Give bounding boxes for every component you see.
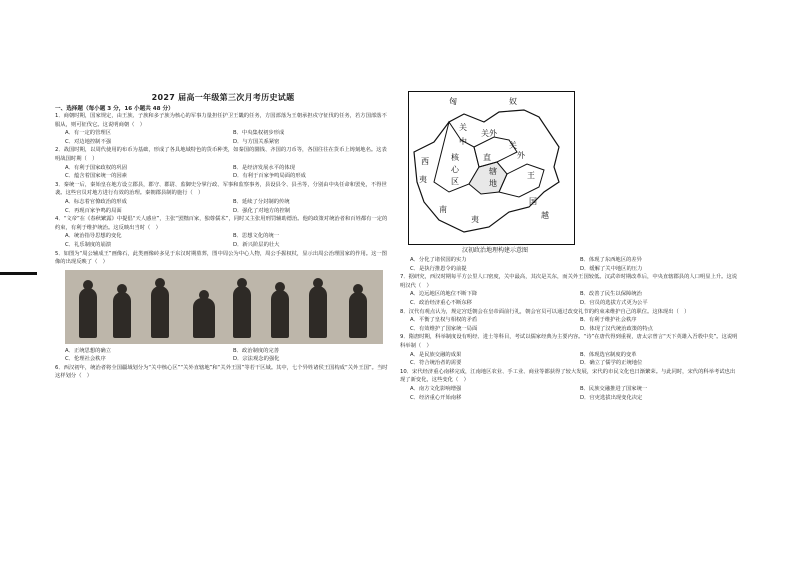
option-c[interactable]: C．经济重心开始南移 [410, 394, 462, 401]
map-label: 王 [527, 171, 535, 180]
map-label: 区 [451, 177, 459, 186]
option-d[interactable]: D．宗法观念的强化 [233, 356, 280, 363]
question-options [55, 164, 391, 181]
question-text: 4．“文帝”在《春秋繁露》中提倡“天人感应”，主张“罢黜百家，独尊儒术”，同时又主张用刑罚辅助德治。他的政策对统治者和百姓都有一定的约束，有利于维护统治。这反映出当时（ ） [55, 216, 388, 231]
map-caption: 汉初政治地理构建示意图 [461, 247, 528, 254]
option-b[interactable]: B．体现选官制度的变革 [580, 351, 637, 358]
question-text: 8．汉代有观点认为，规定宫廷朝会在皇帝面前行礼，朝会官员可以通过改变礼节的约束来维护自己的职位。这体现出（ ） [400, 308, 690, 315]
question-text: 2．战国时期，以周代使用的布币为基础，形成了各具地域特色的货币种类，如秦国的圜钱、齐国的刀币等，各国往往在货币上铸刻地名。这表明战国时期（ ） [55, 147, 387, 162]
map-label: 国 [529, 197, 537, 206]
question-text: 3．秦统一后，秦始皇在地方设立郡县，郡守、郡尉、监御史分掌行政、军事和监察事务，县设县令、县丞等，分别由中央任命和罢免，不得世袭。这些官员对地方进行有效的治理。秦朝郡县制的施行（ ） [55, 181, 387, 197]
question-7 [400, 273, 740, 307]
question-options [400, 351, 740, 368]
option-d[interactable]: D．体现了汉代统治政策的特点 [580, 325, 653, 332]
question-10 [400, 368, 740, 402]
map-label: 外 [517, 151, 525, 160]
option-d[interactable]: D．有利于百家争鸣局面的形成 [233, 173, 306, 180]
map-label: 心 [451, 165, 459, 174]
question-text: 7．据研究，西汉时期每平方公里人口密度，关中最高，其次是关东，而关外王国较低。汉武帝时期改革后，中央直辖郡县的人口明显上升。这说明汉代（ ） [400, 274, 738, 289]
section-heading: 一、选择题（每小题 3 分，16 小题共 48 分） [55, 106, 174, 112]
question-text: 5．如图为“周公辅成王”画像石，此类画像砖多见于东汉时期墓葬，图中周公为中心人物，周公手握权杖，显示出周公治理国家的作用。这一图像的出现反映了（ ） [55, 250, 387, 266]
question-text: 9．隋唐时期，科举制度设有明经、进士等科目，考试以儒家经典为主要内容。“诗”在唐代得到重视，唐太宗曾言“天下英雄入吾彀中矣”。这说明科举制（ ） [400, 334, 738, 349]
question-options [55, 232, 391, 249]
option-b[interactable]: B．中央集权初步形成 [233, 130, 285, 137]
option-a[interactable]: A．南方文化影响增强 [410, 385, 462, 392]
question-options [400, 256, 740, 273]
option-c[interactable]: C．蕴含着国家统一的因素 [65, 173, 127, 180]
option-d[interactable]: D．新兴阶层的壮大 [233, 241, 280, 248]
option-c[interactable]: C．礼乐制度的崩溃 [65, 241, 112, 248]
option-a[interactable]: A．标志着官僚政治的形成 [65, 198, 127, 205]
question-6 [55, 364, 391, 381]
map-label: 中 [459, 137, 467, 146]
option-c[interactable]: C．有效维护了国家统一局面 [410, 325, 478, 332]
question-9 [400, 333, 740, 367]
option-d[interactable]: D．缓解了关中地区的压力 [580, 265, 643, 272]
question-4 [55, 215, 391, 249]
question-options [400, 385, 740, 402]
question-8 [400, 308, 740, 334]
exam-title: 2027 届高一年级第三次月考历史试题 [151, 93, 295, 102]
question-6-options [400, 256, 740, 273]
map-label: 夷 [419, 175, 427, 184]
option-c[interactable]: C．伦理社会秩序 [65, 356, 106, 363]
map-label: 辖 [489, 167, 497, 176]
option-b[interactable]: B．体现了东西地区的差异 [580, 257, 642, 263]
map-label: 匈 [449, 97, 457, 106]
map-label: 直 [483, 153, 491, 162]
question-options [55, 129, 391, 146]
map-label: 关 [459, 123, 467, 132]
option-d[interactable]: D．强化了对地方的控制 [233, 207, 291, 214]
question-3 [55, 181, 391, 215]
map-label: 地 [489, 179, 497, 188]
right-column [400, 256, 740, 402]
option-a[interactable]: A．边远地区的地位不断下降 [410, 291, 478, 298]
option-d[interactable]: D．确立了儒学的正统地位 [580, 360, 643, 367]
option-d[interactable]: D．与方国关系紧密 [233, 138, 280, 145]
question-options [55, 347, 391, 364]
left-column [55, 104, 391, 381]
question-1 [55, 112, 391, 146]
question-2 [55, 146, 391, 180]
map-label: 奴 [509, 97, 517, 106]
option-b[interactable]: B．民族交融推进了国家统一 [580, 385, 648, 392]
option-b[interactable]: B．政治制度的完善 [233, 347, 280, 354]
question-5 [55, 250, 391, 364]
map-label: 越 [541, 211, 549, 220]
option-c[interactable]: C．再现百家争鸣的局面 [65, 207, 122, 214]
question-options [55, 198, 391, 215]
option-b[interactable]: B．改善了民生以保障统治 [580, 291, 642, 298]
option-d[interactable]: D．官吏选拔出现变化决定 [580, 394, 643, 401]
binding-margin-bar [0, 272, 37, 275]
han-political-map [408, 91, 575, 245]
option-a[interactable]: A．有利于国家政权的巩固 [65, 164, 127, 171]
option-c[interactable]: C．政治经济重心不断东移 [410, 299, 472, 306]
option-b[interactable]: B．延续了分封制的传统 [233, 198, 290, 205]
map-label: 核 [451, 153, 459, 162]
map-label: 关外 [481, 129, 497, 138]
option-a[interactable]: A．正统思想的确立 [65, 347, 111, 354]
option-a[interactable]: A．分化了诸侯国的实力 [410, 257, 467, 263]
option-b[interactable]: B．思想文化的统一 [233, 233, 280, 240]
option-a[interactable]: A．统治指导思想的变化 [65, 233, 122, 240]
option-c[interactable]: C．是执行推恩令的前提 [410, 265, 467, 272]
map-label: 夷 [471, 215, 479, 224]
option-c[interactable]: C．对边地控制不强 [65, 138, 112, 145]
question-text: 6．西汉初年，统治者将全国疆域划分为“关中核心区”“关外直辖地”和“关外王国”等若干区域。其中，七个异姓诸侯王国构成“关外王国”。当时这样划分（ ） [55, 364, 388, 380]
option-a[interactable]: A．平衡了皇权与相权的矛盾 [410, 317, 478, 324]
option-a[interactable]: A．有一定的管理区 [65, 130, 111, 137]
map-label: 西 [421, 157, 429, 166]
question-options [400, 316, 740, 333]
option-d[interactable]: D．官员的选拔方式更为公平 [580, 299, 648, 306]
option-b[interactable]: B．有利于维护社会秩序 [580, 317, 637, 324]
option-c[interactable]: C．符合统治者的需要 [410, 360, 462, 367]
question-text: 10．宋代经济重心南移完成，江南地区农业、手工业、商业等都获得了较大发展，宋代的市民文化也日渐繁荣。与此同时，宋代的科举考试也出现了新变化，这些变化（ ） [400, 368, 736, 384]
option-b[interactable]: B．是经济发展水平的体现 [233, 164, 295, 171]
question-text: 1．商朝时期，国家规定，由王族、子族和多子族为核心的军事力量担任护卫王畿的任务，方国部落为王朝承担戍守征伐的任务，若方国部落不服从，则可征伐它。这说明商朝（ ） [55, 113, 387, 128]
option-a[interactable]: A．是民族交融的成果 [410, 351, 462, 358]
map-label: 关 [509, 141, 517, 150]
stone-relief-image [65, 270, 383, 344]
map-label: 南 [439, 205, 447, 214]
question-options [400, 290, 740, 307]
